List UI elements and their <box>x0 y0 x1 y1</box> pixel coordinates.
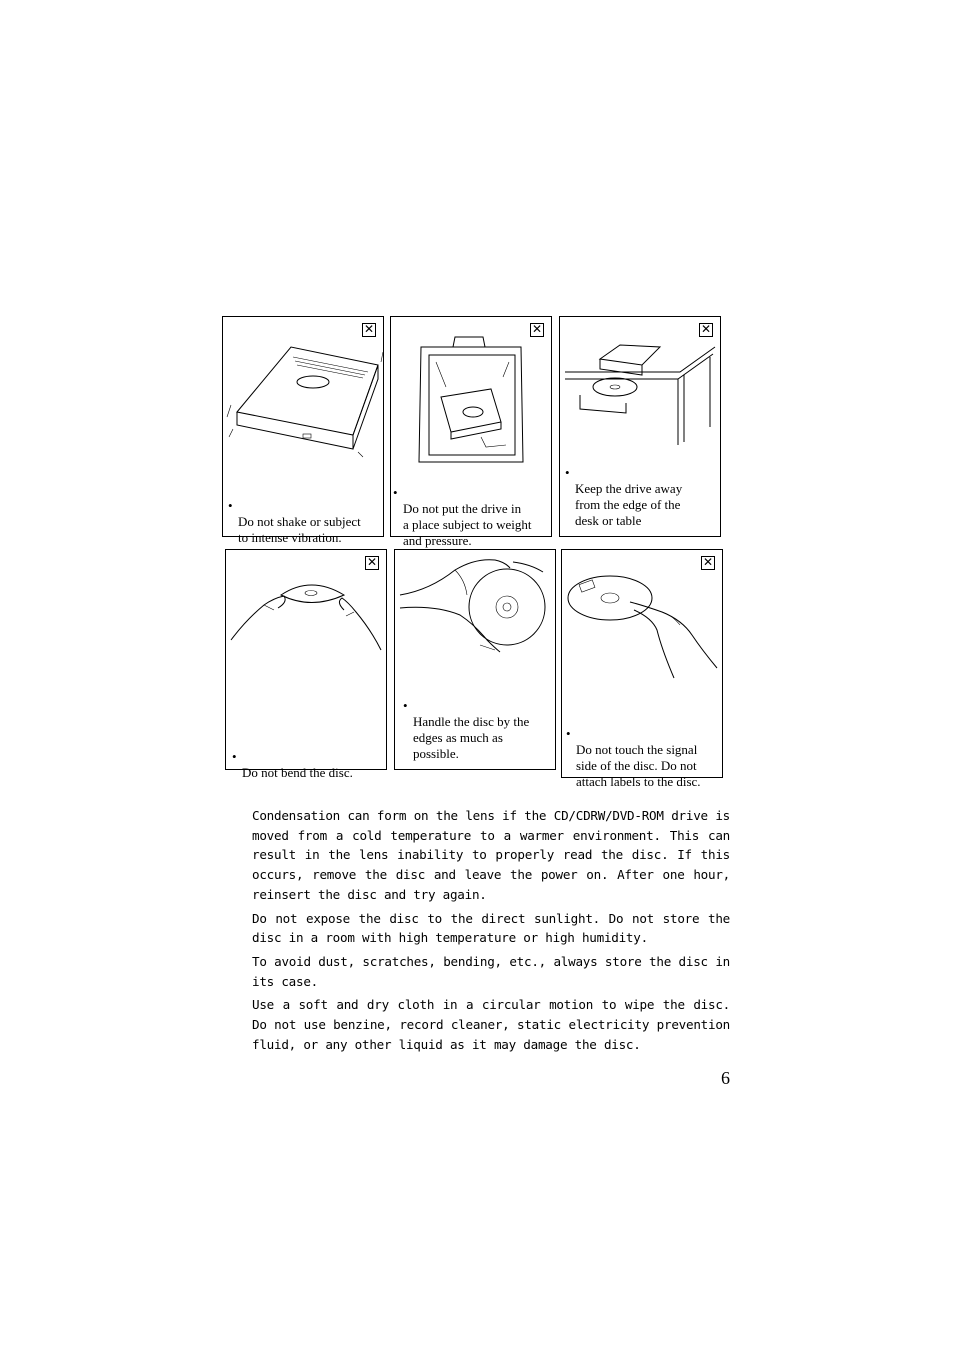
paragraph-cleaning: Use a soft and dry cloth in a circular motion to wipe the disc. Do not use benzine, record cleaner, static electricity prevention fluid, or any other liquid as it may damage the disc. <box>252 997 730 1052</box>
touching-disc-illustration <box>562 550 724 700</box>
panel-bend-disc <box>225 549 387 780</box>
prohibited-icon: ✕ <box>700 322 712 336</box>
bullet-icon: • <box>232 749 237 764</box>
bullet-icon: • <box>403 698 408 713</box>
bullet-icon: • <box>228 498 233 513</box>
paragraph-condensation: Condensation can form on the lens if the CD/CDRW/DVD-ROM drive is moved from a cold temperature to a warmer environment. This can result in the lens inability to properly read the disc. If this occurs, remove the disc and leave the power on. After one hour, reinsert the disc and try again. <box>252 808 730 902</box>
panel-desk-edge <box>559 316 721 537</box>
caption-bend-disc <box>232 749 353 781</box>
caption-text: Do not shake or subject to intense vibration. <box>238 514 361 545</box>
prohibited-icon: ✕ <box>366 555 378 569</box>
paragraph-storage: To avoid dust, scratches, bending, etc., always store the disc in its case. <box>252 953 730 989</box>
prohibited-icon: ✕ <box>702 555 714 569</box>
prohibited-icon: ✕ <box>531 322 543 336</box>
care-instructions <box>252 806 730 1058</box>
panel-signal-side <box>561 549 723 789</box>
holding-disc-illustration <box>395 550 557 690</box>
caption-handle-disc <box>403 698 530 762</box>
caption-vibration <box>228 498 361 546</box>
caption-text: Do not put the drive in a place subject to weight and pressure. <box>403 501 532 548</box>
drive-on-desk-illustration <box>560 317 722 457</box>
caption-desk-edge <box>565 465 683 529</box>
bullet-icon: • <box>393 485 398 500</box>
drive-in-bag-illustration <box>391 317 553 477</box>
panel-weight-pressure <box>390 316 552 548</box>
panel-vibration <box>222 316 384 545</box>
vibrating-drive-illustration <box>223 317 385 477</box>
caption-text: Do not touch the signal side of the disc. Do not attach labels to the disc. <box>576 742 701 789</box>
caption-text: Handle the disc by the edges as much as possible. <box>413 714 530 761</box>
caption-weight-pressure <box>393 485 532 549</box>
bending-disc-illustration <box>226 550 388 680</box>
page-number: 6 <box>721 1068 730 1088</box>
panel-handle-disc <box>394 549 556 770</box>
prohibited-icon: ✕ <box>363 322 375 336</box>
caption-signal-side <box>566 726 701 790</box>
bullet-icon: • <box>566 726 571 741</box>
bullet-icon: • <box>565 465 570 480</box>
caption-text: Keep the drive away from the edge of the desk or table <box>575 481 683 528</box>
paragraph-sunlight: Do not expose the disc to the direct sunlight. Do not store the disc in a room with high temperature or high humidity. <box>252 910 730 946</box>
caption-text: Do not bend the disc. <box>242 765 353 780</box>
